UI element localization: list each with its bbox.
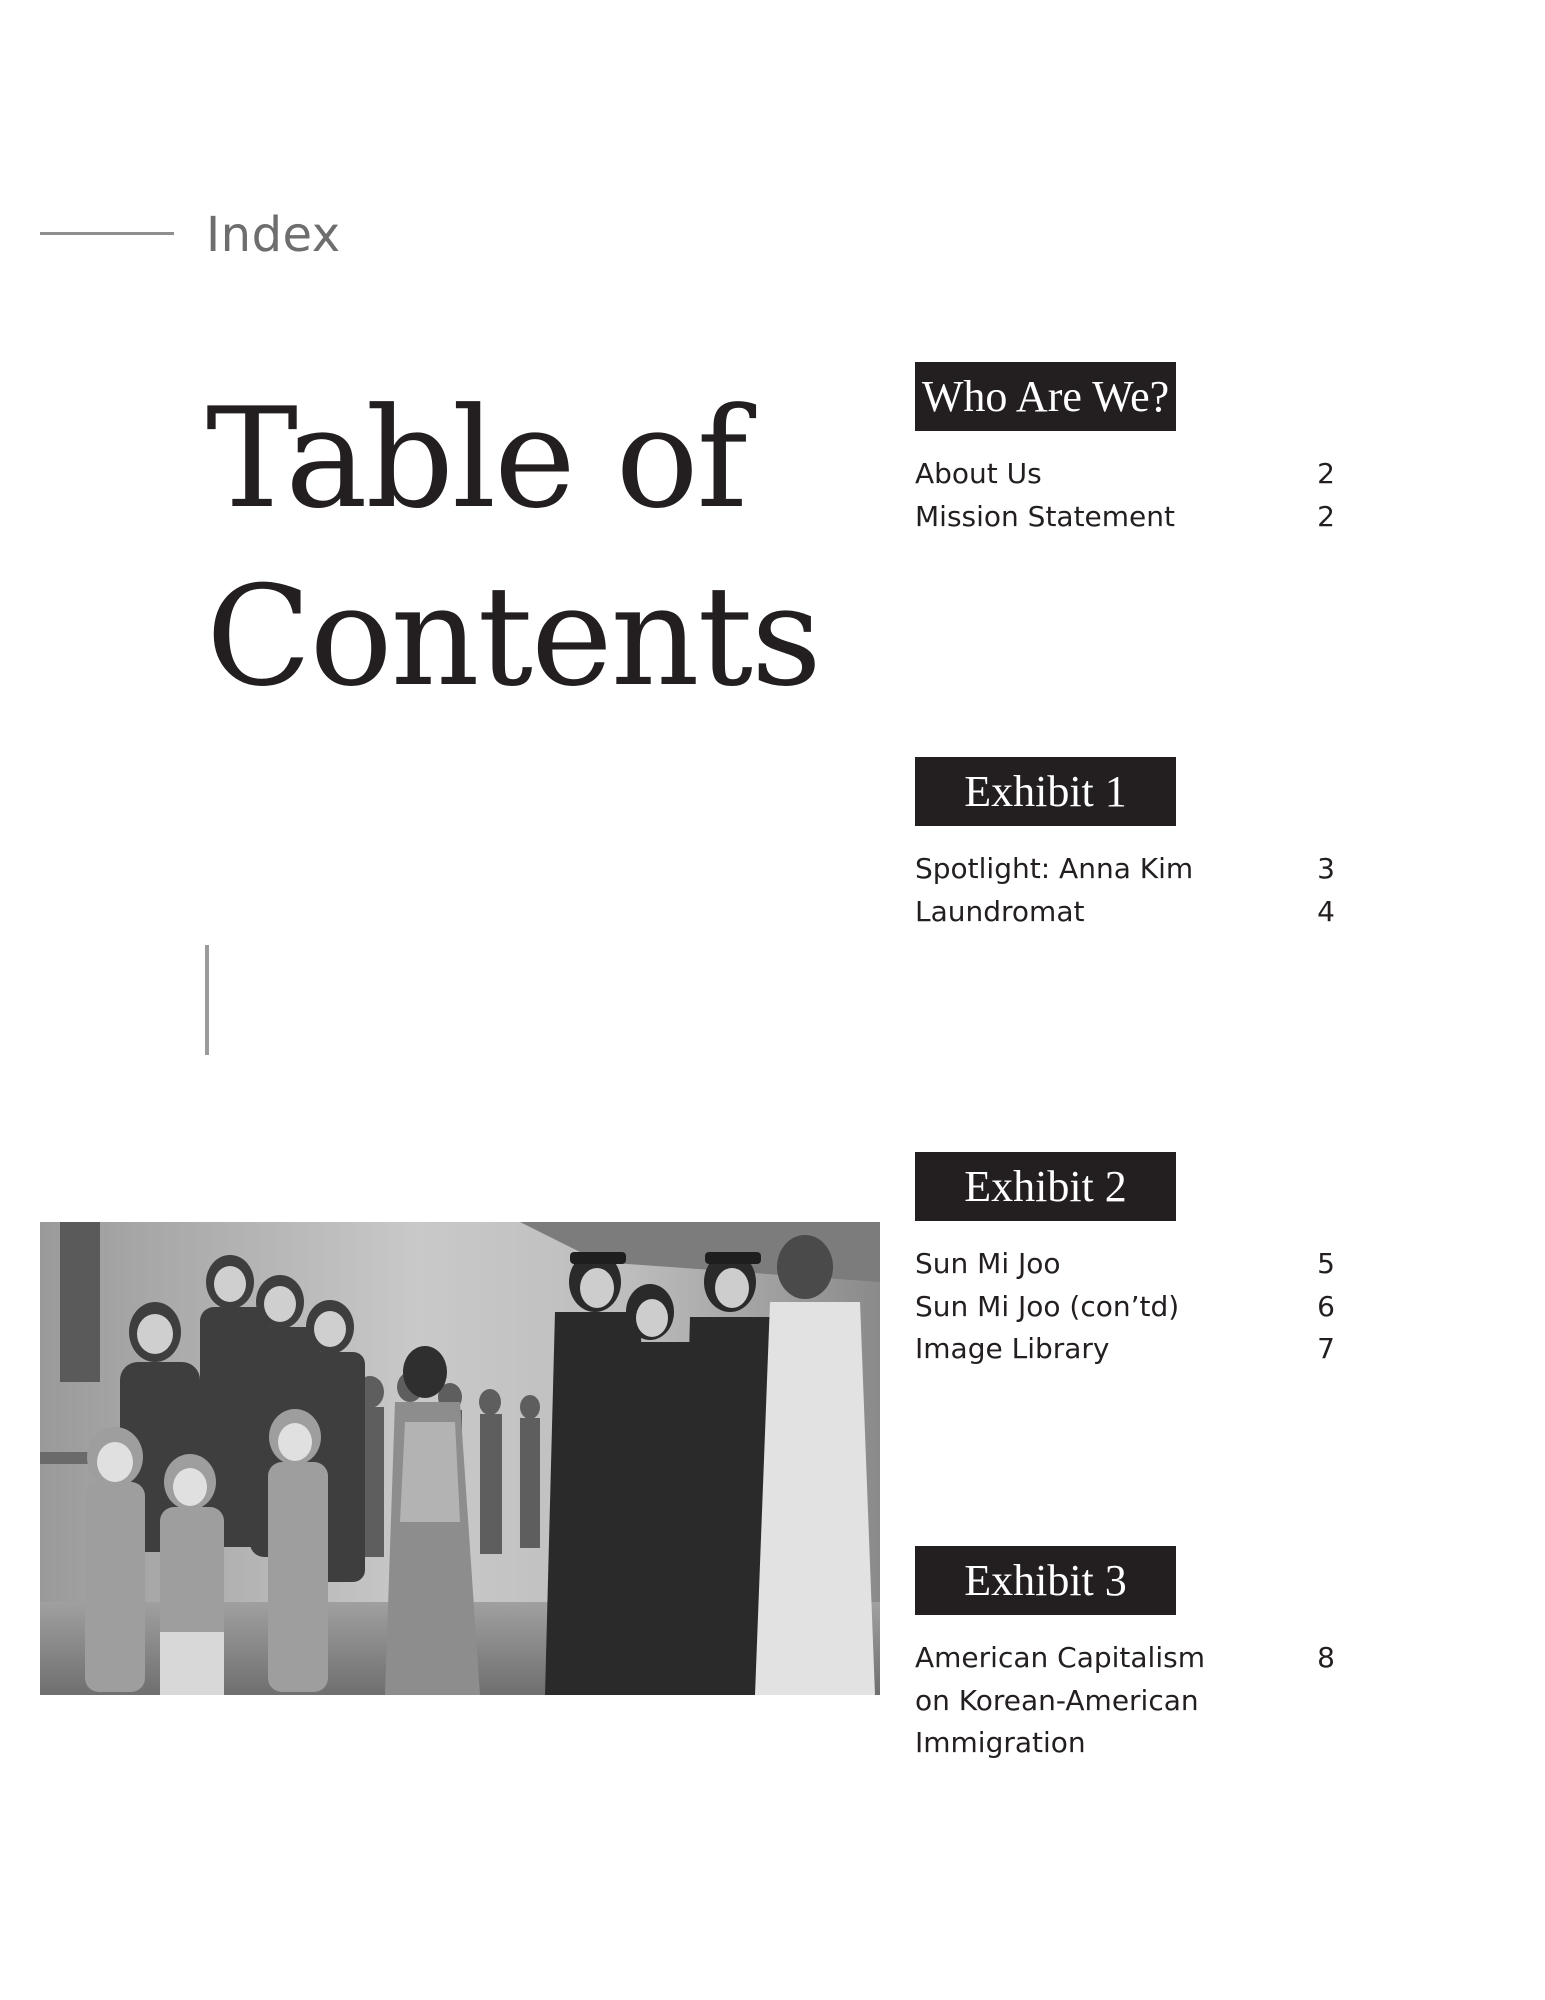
entry-page-number: 2 [1317, 499, 1335, 533]
entry-label: About Us [915, 457, 1042, 490]
index-rule [40, 232, 174, 235]
section-heading: Exhibit 1 [915, 757, 1176, 826]
entry-page-number: 4 [1317, 894, 1335, 928]
entry-label: Laundromat [915, 894, 1085, 928]
toc-section-exhibit-1 [915, 757, 1335, 933]
entry-label: Mission Statement [915, 499, 1176, 533]
toc-entry[interactable] [915, 891, 1335, 934]
section-entries [915, 848, 1335, 933]
section-entries [915, 1637, 1335, 1765]
index-label: Index [206, 207, 341, 263]
toc-section-who-are-we [915, 362, 1335, 538]
toc-entry[interactable] [915, 1637, 1335, 1765]
toc-entry[interactable] [915, 453, 1335, 496]
toc-entry[interactable] [915, 496, 1335, 539]
entry-label: Spotlight: Anna Kim [915, 852, 1194, 885]
page-title [206, 370, 846, 726]
page-title-line-2: Contents [206, 556, 820, 717]
section-entries [915, 453, 1335, 538]
historical-photo [40, 1222, 880, 1695]
toc-entry[interactable] [915, 1328, 1335, 1371]
toc-entry[interactable] [915, 1243, 1335, 1286]
section-entries [915, 1243, 1335, 1371]
section-heading: Who Are We? [915, 362, 1176, 431]
entry-label: Image Library [915, 1332, 1110, 1365]
entry-label: American Capitalism on Korean-American Immigration [915, 1641, 1205, 1759]
entry-page-number: 7 [1317, 1332, 1335, 1365]
toc-section-exhibit-2 [915, 1152, 1335, 1371]
toc-section-exhibit-3 [915, 1546, 1335, 1765]
section-heading: Exhibit 2 [915, 1152, 1176, 1221]
vertical-rule [205, 945, 209, 1055]
entry-page-number: 5 [1317, 1247, 1335, 1280]
page-title-line-1: Table of [206, 378, 746, 539]
entry-page-number: 3 [1317, 852, 1335, 885]
entry-page-number: 8 [1317, 1641, 1335, 1674]
entry-page-number: 2 [1317, 457, 1335, 490]
toc-entry[interactable] [915, 848, 1335, 891]
entry-page-number: 6 [1317, 1289, 1335, 1323]
entry-label: Sun Mi Joo [915, 1247, 1061, 1280]
entry-label: Sun Mi Joo (con’td) [915, 1289, 1180, 1323]
section-heading: Exhibit 3 [915, 1546, 1176, 1615]
toc-entry[interactable] [915, 1286, 1335, 1329]
